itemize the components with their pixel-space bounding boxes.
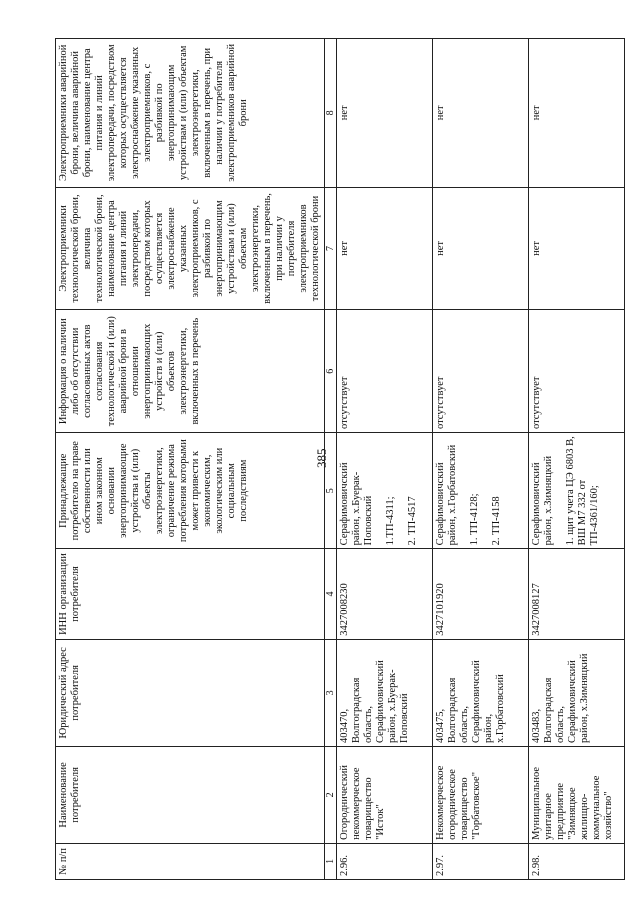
acts-status: отсутствует <box>433 310 529 433</box>
column-number: 6 <box>325 310 337 433</box>
device-item: 2. ТП-4158 <box>491 496 502 546</box>
consumer-register-table <box>55 38 625 880</box>
header-acts: Информация о наличии либо об отсутствии согласованных актов согласования технологической и (или) аварийной брони в отношении энергопринимающих устройств и (или) объектов электроэнергетики, включенных в перечень <box>56 310 325 433</box>
column-number: 3 <box>325 639 337 746</box>
page-number-text: 385 <box>314 448 329 468</box>
header-emergency-reserve: Электроприемники аварийной брони, величина аварийной брони, наименование центра питания и линий электропередачи, посредством которых осуществляется электроснабжение указанных электроприемников, с разбивкой по энергопринимающим устройствам и (или) объектам электроэнергетики, включенным в перечень, при наличии у потребителя электроприемников аварийной брони <box>56 39 325 188</box>
table-row <box>529 39 625 880</box>
acts-status: отсутствует <box>337 310 433 433</box>
column-number: 5 <box>325 433 337 549</box>
emergency-reserve-value: нет <box>337 39 433 188</box>
inn-value: 3427008230 <box>337 549 433 639</box>
column-number: 7 <box>325 187 337 310</box>
column-number: 2 <box>325 746 337 843</box>
device-item: 1. ТП-4128; <box>469 493 480 546</box>
legal-address: 403475, Волгоградская область, Серафимовичский район, х.Горбатовский <box>433 639 529 746</box>
device-item: 1. щит учета ЦЭ 6803 В, ВШ М7 332 от ТП-4361/160; <box>565 436 600 546</box>
legal-address: 403470, Волгоградская область, Серафимовичский район, х.Буерак-Поповский <box>337 639 433 746</box>
header-consumer-name: Наименование потребителя <box>56 746 325 843</box>
devices-cell <box>529 433 625 549</box>
table-row <box>433 39 529 880</box>
inn-value: 3427101920 <box>433 549 529 639</box>
row-number: 2.98. <box>529 843 625 879</box>
column-number: 8 <box>325 39 337 188</box>
consumer-name: Некоммерческое огородническое товарищество "Горбатовское" <box>433 746 529 843</box>
emergency-reserve-value: нет <box>433 39 529 188</box>
header-devices: Принадлежащие потребителю на праве собственности или ином законном основании энергопринимающие устройства и (или) объекты электроэнергетики, ограничение режима потребления которыми может привести к экономическим, экологическим или социальным последствиям <box>56 433 325 549</box>
column-number: 1 <box>325 843 337 879</box>
device-location: Серафимовичский район, х.Зимняцкий <box>531 455 554 546</box>
tech-reserve-value: нет <box>337 187 433 310</box>
header-tech-reserve: Электроприемники технологической брони, величина технологической брони, наименование центра питания и линий электропередачи, посредством которых осуществляется электроснабжение указанных электроприемников, с разбивкой по энергопринимающим устройствам и (или) объектам электроэнергетики, включенным в перечень, при наличии у потребителя электроприемников технологической брони <box>56 187 325 310</box>
device-location: Серафимовичский район, х.Буерак-Поповский <box>339 462 374 546</box>
devices-cell <box>337 433 433 549</box>
tech-reserve-value: нет <box>529 187 625 310</box>
table-header-row <box>56 39 325 880</box>
consumer-name: Огороднический некоммерческое товарищество "Исток" <box>337 746 433 843</box>
inn-value: 3427008127 <box>529 549 625 639</box>
devices-cell <box>433 433 529 549</box>
row-number: 2.96. <box>337 843 433 879</box>
acts-status: отсутствует <box>529 310 625 433</box>
device-item: 2. ТП-4517 <box>407 496 418 546</box>
row-number: 2.97. <box>433 843 529 879</box>
header-legal-address: Юридический адрес потребителя <box>56 639 325 746</box>
consumer-name: Муниципальное унитарное предприятие "Зимняцкое жилищно-коммунальное хозяйство" <box>529 746 625 843</box>
header-inn: ИНН организации потребителя <box>56 549 325 639</box>
tech-reserve-value: нет <box>433 187 529 310</box>
device-location: Серафимовичский район, х.Горбатовский <box>435 444 458 546</box>
header-number: № п/п <box>56 843 325 879</box>
table-row <box>337 39 433 880</box>
device-item: 1.ТП-4311; <box>385 496 396 546</box>
emergency-reserve-value: нет <box>529 39 625 188</box>
column-number: 4 <box>325 549 337 639</box>
column-number-row <box>325 39 337 880</box>
legal-address: 403483, Волгоградская область, Серафимовичский район, х.Зимняцкий <box>529 639 625 746</box>
